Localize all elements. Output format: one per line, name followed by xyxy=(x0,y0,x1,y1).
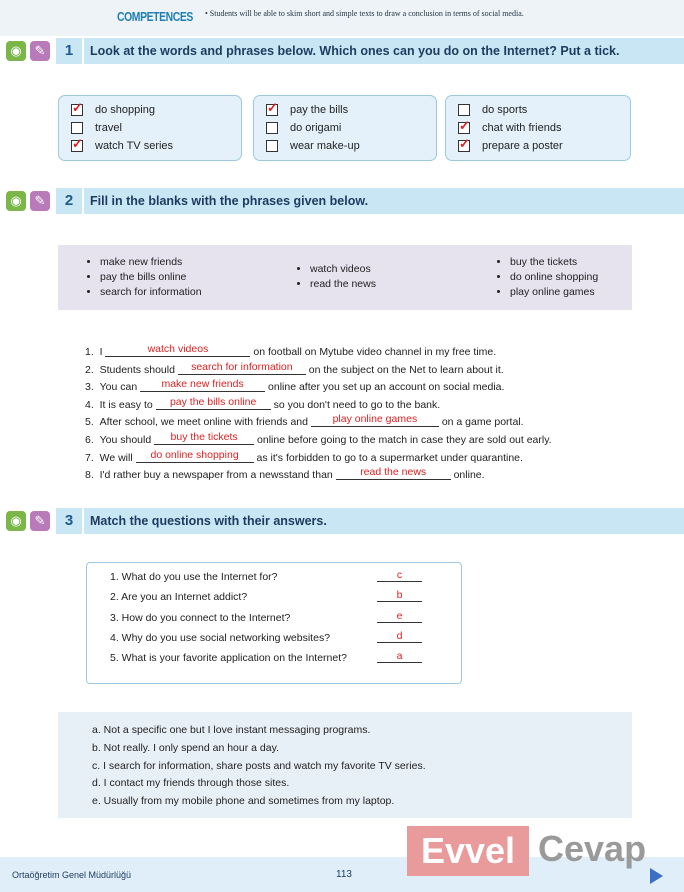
match-question: 3. How do you connect to the Internet? xyxy=(110,611,291,624)
phrase-item: • do online shopping xyxy=(510,270,598,285)
sentence: 4. It is easy to pay the bills online so you don't need to go to the bank. xyxy=(85,395,441,411)
phrase-item: • make new friends xyxy=(100,255,202,270)
checkbox[interactable] xyxy=(71,100,83,116)
answer-blank[interactable]: do online shopping xyxy=(136,450,254,463)
reading-icon: ◉ xyxy=(6,41,26,61)
answer-option: c. I search for information, share posts and watch my favorite TV series. xyxy=(92,759,426,772)
competences-header xyxy=(0,0,684,36)
match-answer[interactable]: d xyxy=(377,630,422,643)
tick-box xyxy=(58,95,242,161)
tick-item xyxy=(71,137,241,155)
tick-label: do shopping xyxy=(95,104,155,116)
logo-evvel: Evvel xyxy=(407,826,529,876)
sentence: 2. Students should search for information on the subject on the Net to learn about it. xyxy=(85,360,504,376)
check-icon: ✓ xyxy=(459,136,470,151)
exercise-title: Look at the words and phrases below. Which ones can you do on the Internet? Put a tick. xyxy=(84,38,684,64)
answer-option: e. Usually from my mobile phone and sometimes from my laptop. xyxy=(92,795,395,808)
tick-item xyxy=(458,137,630,155)
answer-option: d. I contact my friends through those sites. xyxy=(92,777,290,790)
competences-text: • Students will be able to skim short and simple texts to draw a conclusion in terms of social media. xyxy=(205,9,524,18)
writing-pencil-icon: ✎ xyxy=(30,191,50,211)
answer-option: b. Not really. I only spend an hour a day. xyxy=(92,741,279,754)
reading-icon: ◉ xyxy=(6,191,26,211)
exercise-number: 1 xyxy=(56,38,82,64)
competences-label: COMPETENCES xyxy=(117,9,193,24)
exercise-number: 2 xyxy=(56,188,82,214)
checkbox[interactable] xyxy=(458,104,470,116)
match-answer[interactable]: c xyxy=(377,569,422,582)
phrase-item: • watch videos xyxy=(310,262,376,277)
match-question: 4. Why do you use social networking websites? xyxy=(110,631,331,644)
tick-label: do sports xyxy=(482,104,528,116)
match-answer[interactable]: e xyxy=(377,610,422,623)
answer-blank[interactable]: make new friends xyxy=(140,379,265,392)
reading-icon: ◉ xyxy=(6,511,26,531)
phrase-box xyxy=(58,245,632,310)
tick-label: pay the bills xyxy=(290,104,349,116)
page-number: 113 xyxy=(336,869,352,880)
tick-item xyxy=(71,101,241,119)
exercise-title: Match the questions with their answers. xyxy=(84,508,684,534)
answer-blank[interactable]: read the news xyxy=(336,467,451,480)
match-question: 5. What is your favorite application on the Internet? xyxy=(110,652,347,665)
checkbox[interactable] xyxy=(266,100,278,116)
sentence: 3. You can make new friends online after you set up an account on social media. xyxy=(85,378,505,394)
match-question: 2. Are you an Internet addict? xyxy=(110,591,248,604)
answer-blank[interactable]: pay the bills online xyxy=(156,397,271,410)
phrase-item: • buy the tickets xyxy=(510,255,598,270)
writing-pencil-icon: ✎ xyxy=(30,41,50,61)
checkbox[interactable] xyxy=(458,118,470,134)
phrase-item: • read the news xyxy=(310,277,376,292)
answer-option: a. Not a specific one but I love instant messaging programs. xyxy=(92,724,371,736)
answer-blank[interactable]: play online games xyxy=(311,414,439,427)
tick-item xyxy=(458,101,630,119)
match-answer[interactable]: b xyxy=(377,589,422,602)
tick-item xyxy=(266,137,436,155)
writing-pencil-icon: ✎ xyxy=(30,511,50,531)
check-icon: ✓ xyxy=(72,136,83,151)
next-page-arrow-icon[interactable] xyxy=(650,868,663,884)
sentence: 7. We will do online shopping as it's forbidden to go to a supermarket under quarantine. xyxy=(85,448,523,464)
tick-item xyxy=(266,101,436,119)
checkbox[interactable] xyxy=(71,136,83,152)
tick-box xyxy=(253,95,437,161)
tick-label: travel xyxy=(95,122,122,134)
sentence: 8. I'd rather buy a newspaper from a newsstand than read the news online. xyxy=(85,466,485,482)
phrase-item: • play online games xyxy=(510,285,598,300)
tick-label: wear make-up xyxy=(290,140,360,152)
tick-item xyxy=(71,119,241,137)
check-icon: ✓ xyxy=(267,100,278,115)
phrase-item: • pay the bills online xyxy=(100,270,202,285)
checkbox[interactable] xyxy=(71,122,83,134)
sentence: 6. You should buy the tickets online before going to the match in case they are sold out early. xyxy=(85,431,552,446)
tick-box xyxy=(445,95,631,161)
sentence: 5. After school, we meet online with friends and play online games on a game portal. xyxy=(85,413,524,429)
answer-blank[interactable]: buy the tickets xyxy=(154,432,254,445)
match-question: 1. What do you use the Internet for? xyxy=(110,571,278,583)
footer-org: Ortaöğretim Genel Müdürlüğü xyxy=(12,870,132,880)
check-icon: ✓ xyxy=(72,100,83,115)
check-icon: ✓ xyxy=(459,118,470,133)
logo-cevap: Cevap xyxy=(538,828,647,869)
match-answer[interactable]: a xyxy=(377,650,422,663)
answer-blank[interactable]: watch videos xyxy=(105,344,250,357)
phrase-item: • search for information xyxy=(100,285,202,300)
checkbox[interactable] xyxy=(266,122,278,134)
tick-label: do origami xyxy=(290,122,342,134)
sentence: 1. I watch videos on football on Mytube video channel in my free time. xyxy=(85,343,497,358)
checkbox[interactable] xyxy=(266,140,278,152)
tick-item xyxy=(266,119,436,137)
tick-label: watch TV series xyxy=(95,140,174,152)
tick-item xyxy=(458,119,630,137)
exercise-number: 3 xyxy=(56,508,82,534)
exercise-title: Fill in the blanks with the phrases given below. xyxy=(84,188,684,214)
tick-label: prepare a poster xyxy=(482,140,563,152)
checkbox[interactable] xyxy=(458,136,470,152)
answer-blank[interactable]: search for information xyxy=(178,362,306,375)
tick-label: chat with friends xyxy=(482,122,562,134)
